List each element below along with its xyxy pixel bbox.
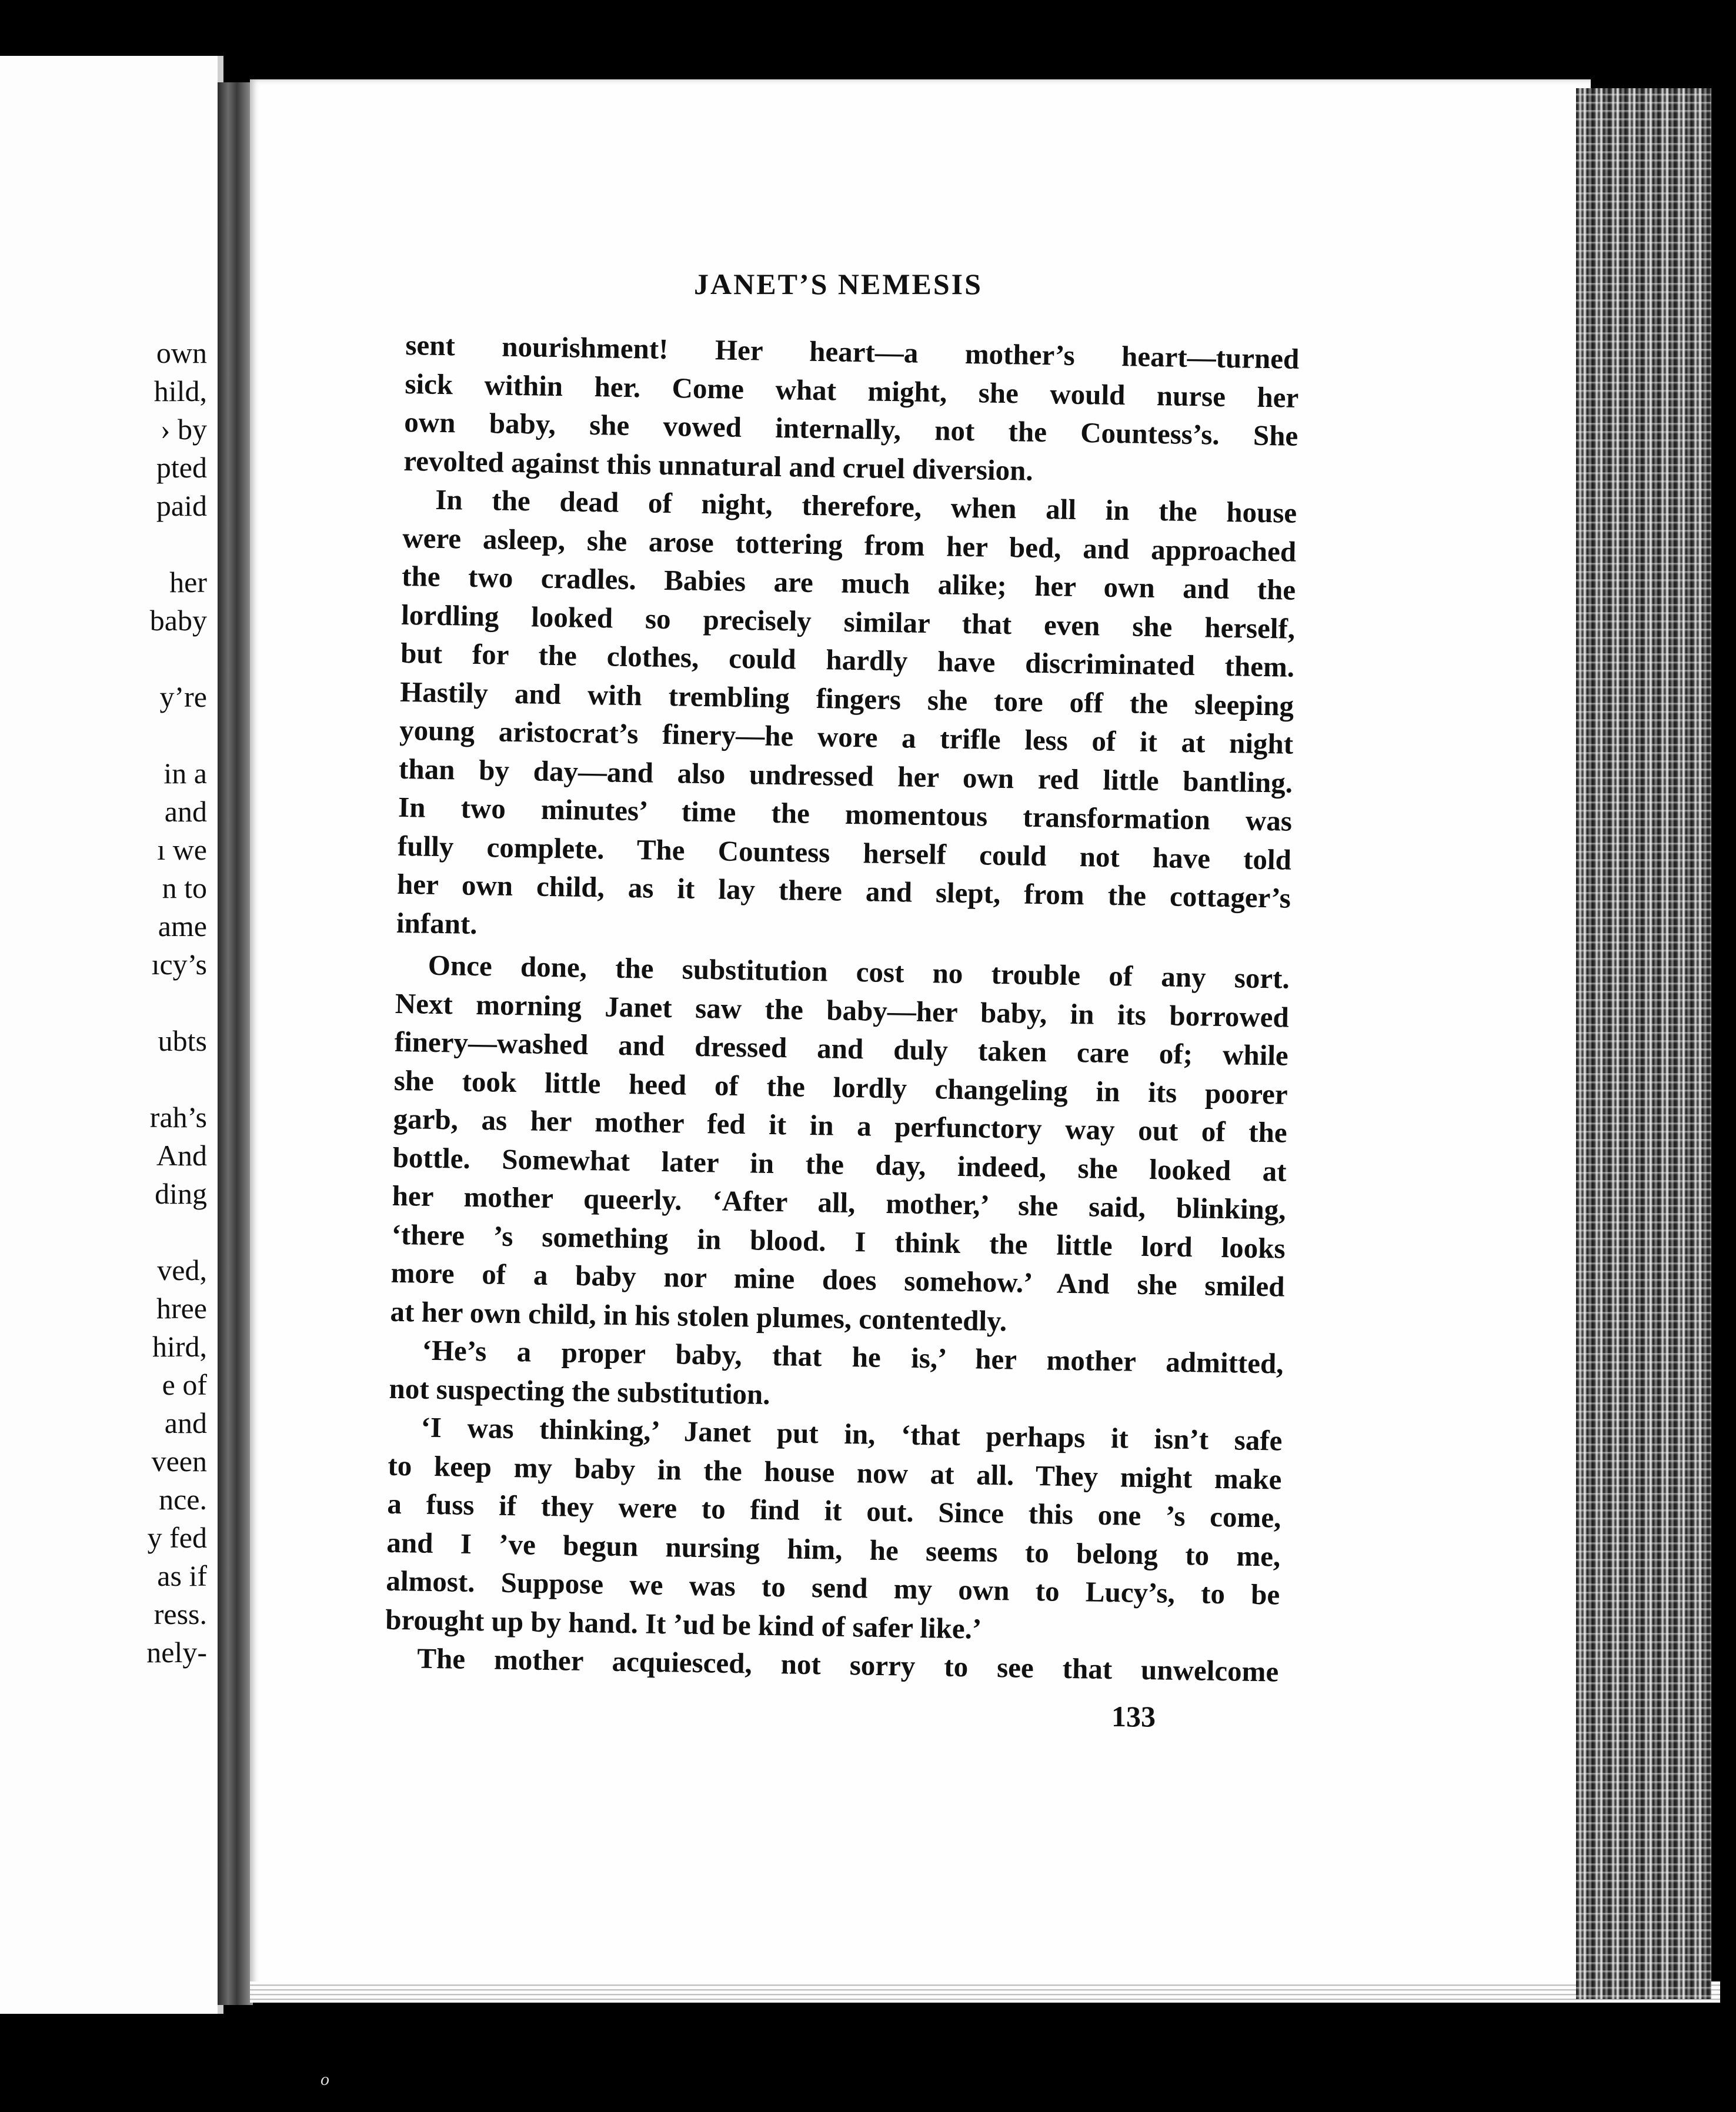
text-line: fully complete. The Countess herself could not have told [397, 829, 1292, 876]
left-page-line: ubts [158, 1024, 207, 1057]
text-line: almost. Suppose we was to send my own to Lucy’s, to be [386, 1564, 1280, 1611]
text-line: she took little heed of the lordly changeling in its poorer [393, 1064, 1288, 1111]
left-page-line: ress. [153, 1598, 207, 1630]
text-line: ‘there ’s something in blood. I think the little lord looks [391, 1218, 1286, 1265]
left-page-line: ıcy’s [151, 948, 207, 981]
page-number: 133 [1111, 1700, 1156, 1733]
text-line: finery—washed and dressed and duly taken care of; while [394, 1025, 1289, 1072]
left-page-line: ding [155, 1177, 207, 1210]
text-line: Hastily and with trembling fingers she tore off the sleeping [399, 675, 1294, 722]
text-line: Next morning Janet saw the baby—her baby, in its borrowed [395, 987, 1290, 1034]
left-page-line: n to [162, 871, 207, 904]
text-line: In two minutes’ time the momentous transformation was [398, 790, 1293, 837]
left-page-line: in a [163, 757, 207, 790]
text-line: the two cradles. Babies are much alike; her own and the [401, 559, 1296, 606]
text-line: and I ’ve begun nursing him, he seems to belong to me, [386, 1526, 1281, 1573]
text-line: her mother queerly. ‘After all, mother,’ she said, blinking, [392, 1179, 1287, 1226]
left-page-line: own [156, 336, 207, 369]
left-page-line: pted [156, 451, 207, 484]
left-page-line: and [164, 795, 207, 828]
text-line: her own child, as it lay there and slept, from the cottager’s [396, 867, 1291, 914]
left-page-line: nce. [159, 1483, 207, 1516]
body-text [385, 326, 1300, 1691]
left-page-line: rah’s [149, 1101, 207, 1134]
text-line: at her own child, in his stolen plumes, contentedly. [390, 1295, 1007, 1337]
left-page-line: y’re [159, 680, 207, 713]
left-page-line: And [156, 1139, 207, 1172]
text-line: to keep my baby in the house now at all. They might make [388, 1449, 1282, 1496]
text-line: bottle. Somewhat later in the day, indeed, she looked at [392, 1141, 1287, 1188]
text-line: but for the clothes, could hardly have discriminated them. [400, 636, 1295, 683]
left-page-line: ved, [157, 1254, 207, 1286]
text-line: brought up by hand. It ’ud be kind of safer like.’ [385, 1603, 982, 1645]
text-line: revolted against this unnatural and cruel diversion. [403, 444, 1034, 487]
text-line: garb, as her mother fed it in a perfunctory way out of the [393, 1102, 1288, 1149]
text-line: Once done, the substitution cost no trouble of any sort. [428, 948, 1290, 995]
left-page-line: e of [162, 1368, 207, 1401]
text-line: own baby, she vowed internally, not the Countess’s. She [403, 405, 1298, 452]
text-line: The mother acquiesced, not sorry to see that unwelcome [416, 1642, 1279, 1688]
left-page-line: ame [158, 910, 207, 943]
left-page-line: as if [157, 1559, 207, 1592]
left-page-line: hree [156, 1292, 207, 1325]
page-bottom-edge [250, 1981, 1720, 2003]
text-line: In the dead of night, therefore, when all in the house [435, 483, 1297, 529]
left-page-line: hild, [153, 375, 207, 407]
left-page-line: her [169, 566, 207, 599]
text-line: young aristocrat’s finery—he wore a trifle less of it at night [399, 713, 1294, 760]
text-line: infant. [396, 906, 478, 940]
margin-mark: o [321, 2070, 329, 2089]
left-page-line: ı we [157, 833, 207, 866]
text-line: were asleep, she arose tottering from her bed, and approached [402, 521, 1297, 568]
text-line: lordling looked so precisely similar that even she herself, [400, 598, 1296, 645]
book-gutter [218, 82, 253, 2005]
left-page-line: baby [149, 604, 207, 637]
left-page-line: › by [160, 413, 207, 446]
left-page [0, 56, 223, 2014]
text-line: not suspecting the substitution. [389, 1372, 771, 1411]
text-line: more of a baby nor mine does somehow.’ And she smiled [390, 1256, 1285, 1303]
text-line: a fuss if they were to find it out. Since this one ’s come, [387, 1487, 1281, 1534]
text-line: ‘I was thinking,’ Janet put in, ‘that perhaps it isn’t safe [420, 1411, 1283, 1457]
left-page-line: veen [151, 1445, 207, 1478]
text-line: ‘He’s a proper baby, that he is,’ her mother admitted, [422, 1334, 1284, 1380]
text-line: sent nourishment! Her heart—a mother’s heart—turned [405, 328, 1300, 375]
left-page-line: y fed [147, 1521, 207, 1554]
text-line: than by day—and also undressed her own red little bantling. [398, 752, 1293, 799]
left-page-line: paid [156, 489, 207, 522]
page-fore-edge [1576, 88, 1711, 1999]
left-page-line: hird, [152, 1330, 207, 1363]
running-head: JANET’S NEMESIS [694, 268, 983, 300]
left-page-line: nely- [146, 1636, 207, 1669]
left-page-line: and [164, 1406, 207, 1439]
text-line: sick within her. Come what might, she would nurse her [405, 367, 1299, 414]
